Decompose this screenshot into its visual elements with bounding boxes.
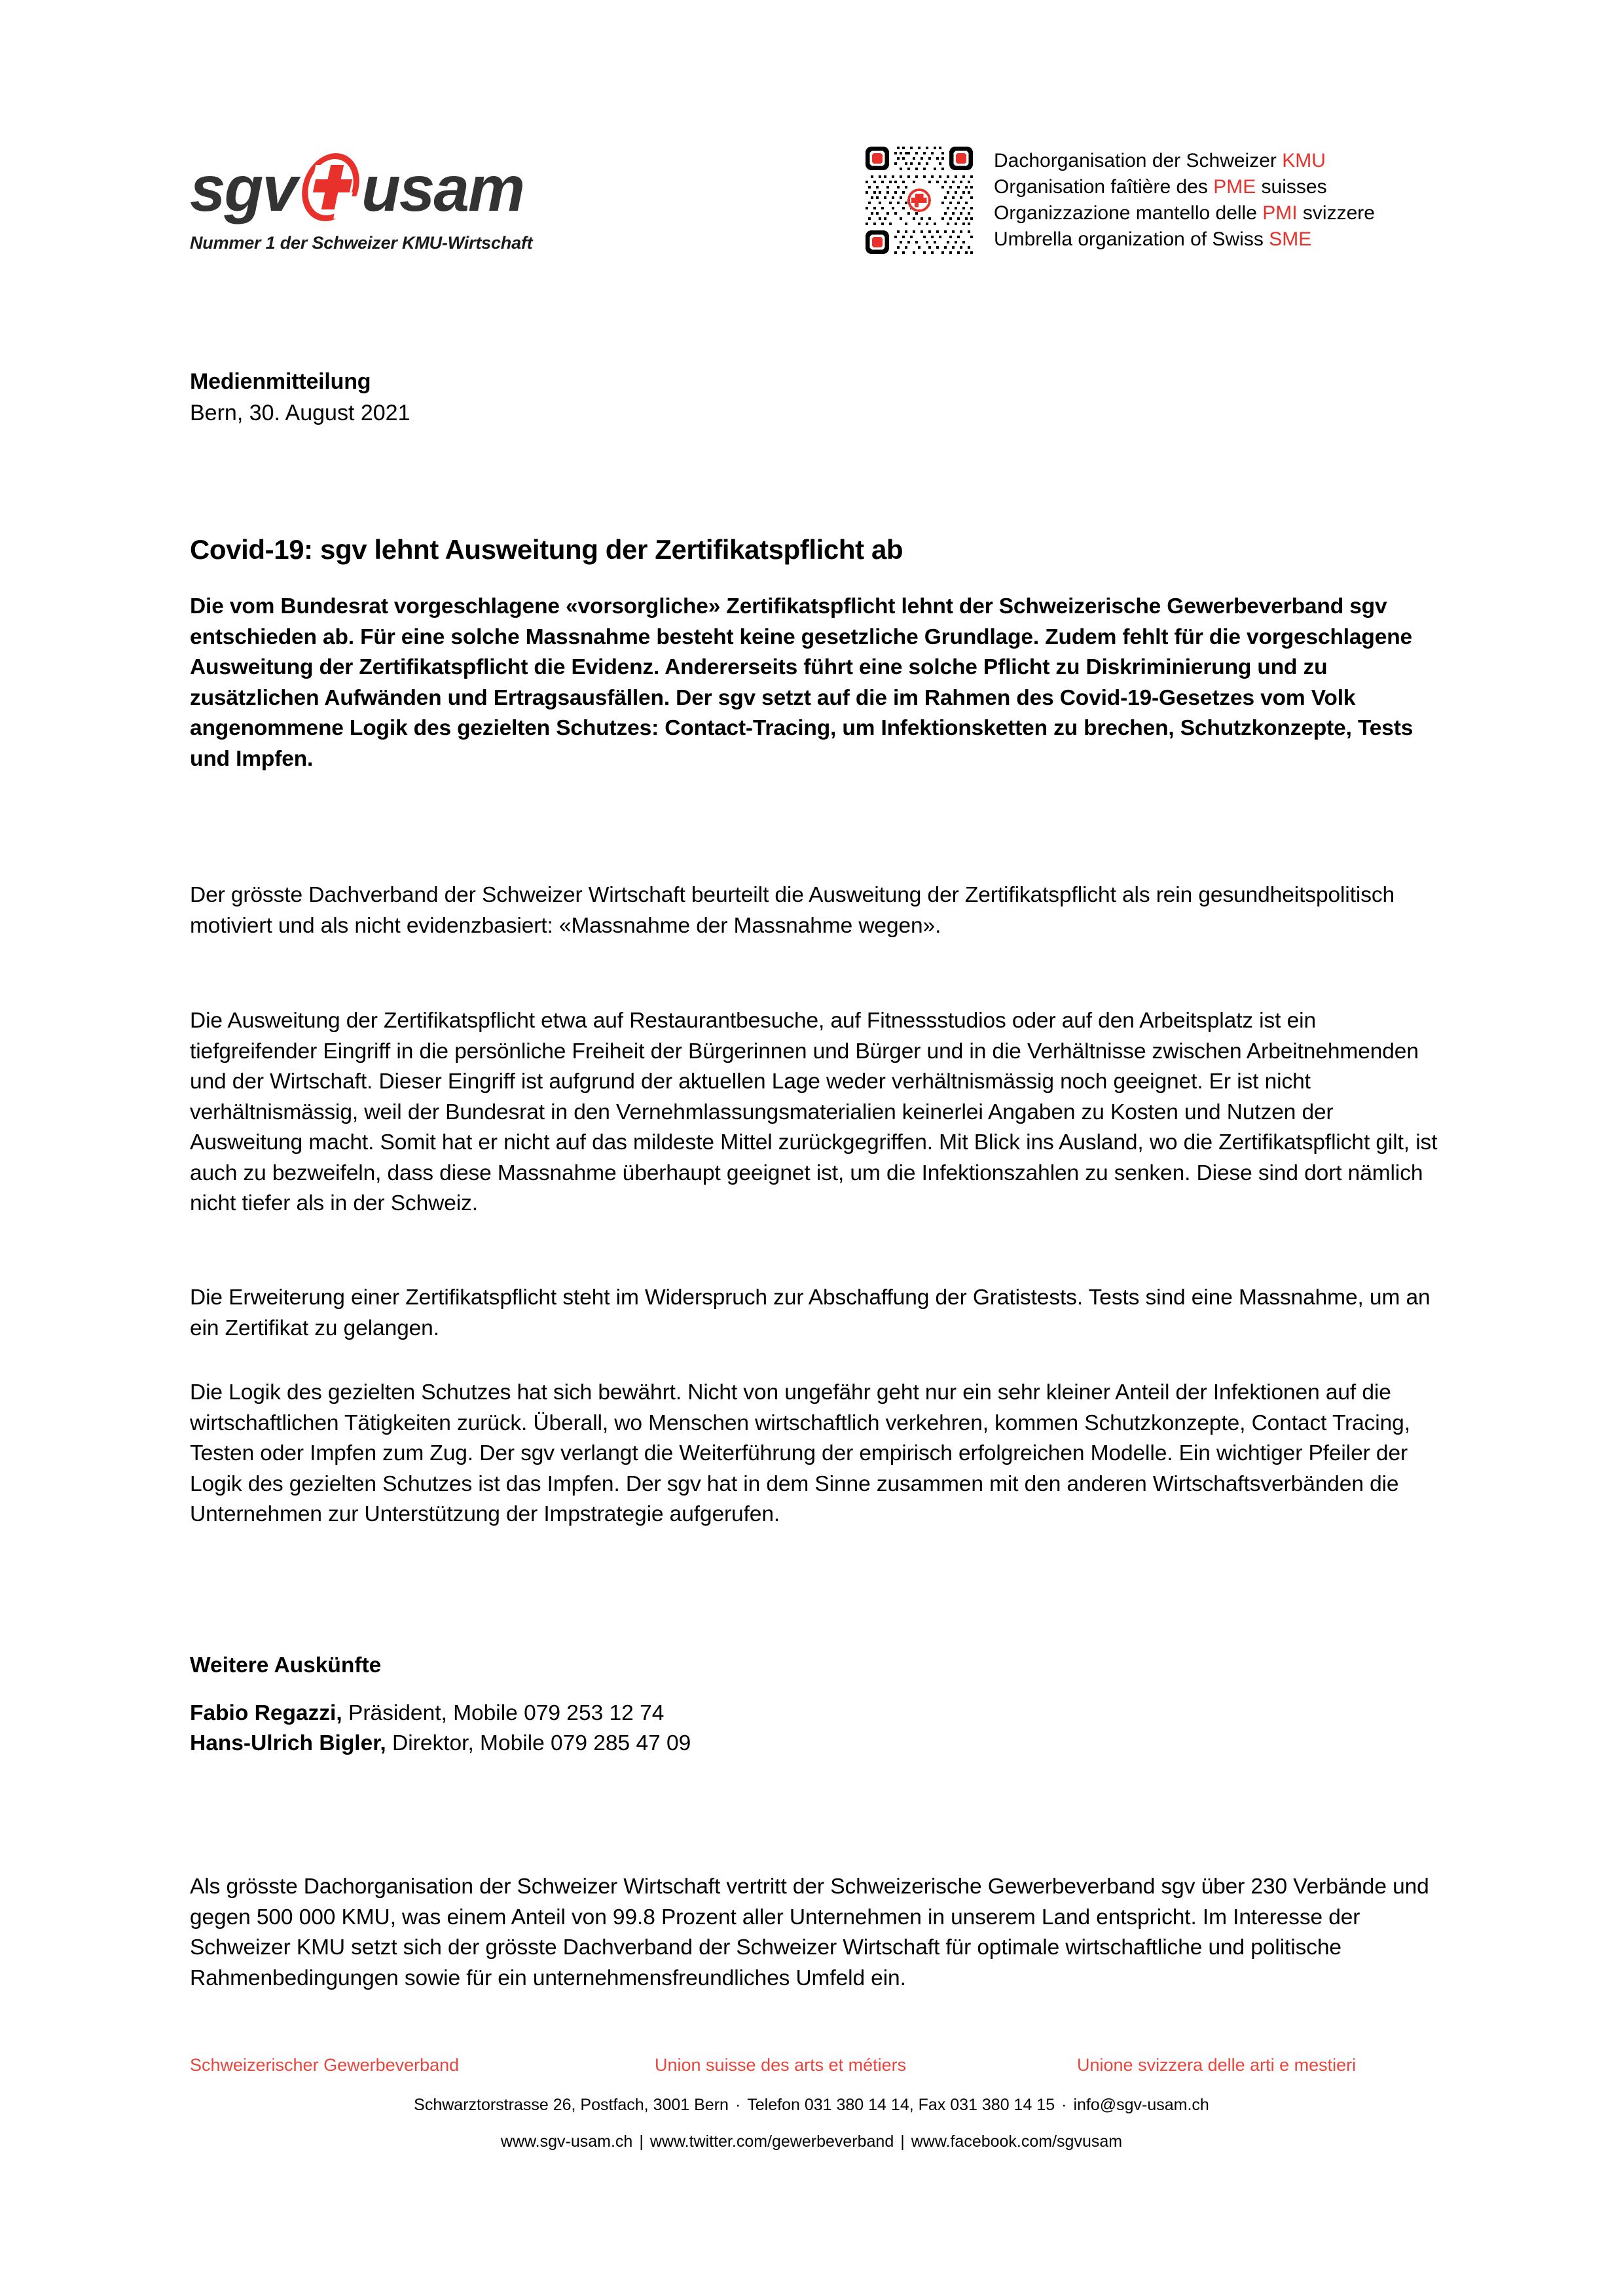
contact-person-1-details: Präsident, Mobile 079 253 12 74 xyxy=(342,1701,665,1725)
footer-links-line xyxy=(0,2129,1623,2154)
footer-email-link[interactable]: info@sgv-usam.ch xyxy=(1073,2096,1209,2114)
footer-facebook-link[interactable]: www.facebook.com/sgvusam xyxy=(911,2132,1123,2151)
contact-person-2-details: Direktor, Mobile 079 285 47 09 xyxy=(386,1731,691,1755)
logo-wordmark xyxy=(190,152,583,225)
contact-person-2 xyxy=(190,1729,691,1759)
footer-address-line xyxy=(0,2092,1623,2117)
claim-en-highlight: SME xyxy=(1269,228,1312,250)
footer-address: Schwarztorstrasse 26, Postfach, 3001 Bern xyxy=(414,2096,729,2114)
claim-line-en xyxy=(994,226,1375,253)
contact-person-1 xyxy=(190,1698,664,1729)
claim-de-prefix: Dachorganisation der Schweizer xyxy=(994,150,1283,171)
document-header xyxy=(0,128,1623,279)
footer-website-link[interactable]: www.sgv-usam.ch xyxy=(500,2132,633,2151)
place-date-line: Bern, 30. August 2021 xyxy=(190,401,410,425)
footer-phone-fax: Telefon 031 380 14 14, Fax 031 380 14 15 xyxy=(747,2096,1055,2114)
logo-text-sgv: sgv xyxy=(190,152,297,224)
claim-it-prefix: Organizzazione mantello delle xyxy=(994,202,1263,224)
logo-cross-horizontal xyxy=(313,179,352,192)
claim-block xyxy=(863,144,1375,257)
contact-person-2-name: Hans-Ulrich Bigler, xyxy=(190,1731,386,1755)
footer-twitter-link[interactable]: www.twitter.com/gewerbeverband xyxy=(649,2132,894,2151)
document-footer xyxy=(0,2052,1623,2154)
claim-line-it xyxy=(994,200,1375,226)
claim-de-highlight: KMU xyxy=(1282,150,1326,171)
body-paragraph-4: Die Logik des gezielten Schutzes hat sich bewährt. Nicht von ungefähr geht nur ein sehr kleiner Anteil der Infektionen auf die wirtschaftlichen Tätigkeiten zurück. Überall, wo Menschen wirtschaftlich verkehren, kommen Schutzkonzepte, Contact Tracing, Testen oder Impfen zum Zug. Der sgv verlangt die Weiterführung der empirisch erfolgreichen Modelle. Ein wichtiger Pfeiler der Logik des gezielten Schutzes ist das Impfen. Der sgv hat in dem Sinne zusammen mit den anderen Wirtschaftsverbänden die Unternehmen zur Unterstützung der Impstrategie aufgerufen. xyxy=(190,1380,1410,1526)
footer-name-it: Unione svizzera delle arti e mestieri xyxy=(1077,2055,1357,2075)
claim-en-prefix: Umbrella organization of Swiss xyxy=(994,228,1269,250)
qr-code-icon xyxy=(863,144,976,257)
logo-text-usam: usam xyxy=(361,152,524,224)
sgv-usam-logo xyxy=(190,152,596,253)
footer-separator-pipe-1: | xyxy=(639,2132,644,2151)
footer-association-names xyxy=(0,2052,1623,2081)
boilerplate-paragraph: Als grösste Dachorganisation der Schweizer Wirtschaft vertritt der Schweizerische Gewerbeverband sgv über 230 Verbände und gegen 500 000 KMU, was einem Anteil von 99.8 Prozent aller Unternehmen in unserem Land entspricht. Im Interesse der Schweizer KMU setzt sich der grösste Dachverband der Schweizer Wirtschaft für optimale wirtschaftliche und politische Rahmenbedingungen sowie für ein unternehmensfreundliches Umfeld ein. xyxy=(190,1874,1429,1990)
body-paragraph-3: Die Erweiterung einer Zertifikatspflicht steht im Widerspruch zur Abschaffung der Gratistests. Tests sind eine Massnahme, um an ein Zertifikat zu gelangen. xyxy=(190,1285,1431,1340)
body-paragraph-2: Die Ausweitung der Zertifikatspflicht etwa auf Restaurantbesuche, auf Fitnessstudios oder auf den Arbeitsplatz ist ein tiefgreifender Eingriff in die persönliche Freiheit der Bürgerinnen und Bürger und in die Verhältnisse zwischen Arbeitnehmenden und der Wirtschaft. Dieser Eingriff ist aufgrund der aktuellen Lage weder verhältnismässig noch geeignet. Er ist nicht verhältnismässig, weil der Bundesrat in den Vernehmlassungsmaterialien keinerlei Angaben zu Kosten und Nutzen der Ausweitung macht. Somit hat er nicht auf das mildeste Mittel zurückgegriffen. Mit Blick ins Ausland, wo die Zertifikatspflicht gilt, ist auch zu bezweifeln, dass diese Massnahme überhaupt geeignet ist, um die Infektionszahlen zu senken. Diese sind dort nämlich nicht tiefer als in der Schweiz. xyxy=(190,1009,1438,1215)
logo-ring-gap xyxy=(333,196,364,219)
claim-lines xyxy=(994,144,1375,253)
contacts-heading: Weitere Auskünfte xyxy=(190,1653,382,1677)
lead-paragraph: Die vom Bundesrat vorgeschlagene «vorsorgliche» Zertifikatspflicht lehnt der Schweizerische Gewerbeverband sgv entschieden ab. Für eine solche Massnahme besteht keine gesetzliche Grundlage. Zudem fehlt für die vorgeschlagene Ausweitung der Zertifikatspflicht die Evidenz. Andererseits führt eine solche Pflicht zu Diskriminierung und zu zusätzlichen Aufwänden und Ertragsausfällen. Der sgv setzt auf die im Rahmen des Covid-19-Gesetzes vom Volk angenommene Logik des gezielten Schutzes: Contact-Tracing, um Infektionsketten zu brechen, Schutzkonzepte, Tests und Impfen. xyxy=(190,594,1413,771)
page-title: Covid-19: sgv lehnt Ausweitung der Zertifikatspflicht ab xyxy=(190,534,903,565)
swiss-cross-circle-icon xyxy=(299,153,369,225)
claim-fr-highlight: PME xyxy=(1213,176,1256,198)
body-paragraph-1: Der grösste Dachverband der Schweizer Wirtschaft beurteilt die Ausweitung der Zertifikatspflicht als rein gesundheitspolitisch motiviert und als nicht evidenzbasiert: «Massnahme der Massnahme wegen». xyxy=(190,883,1395,938)
footer-separator-pipe-2: | xyxy=(900,2132,905,2151)
claim-it-highlight: PMI xyxy=(1262,202,1298,224)
footer-separator-dot-2: · xyxy=(1061,2096,1067,2114)
footer-separator-dot-1: · xyxy=(735,2096,741,2114)
document-body xyxy=(190,367,1439,1990)
footer-name-fr: Union suisse des arts et métiers xyxy=(655,2055,907,2075)
document-type-label: Medienmitteilung xyxy=(190,369,371,394)
logo-tagline: Nummer 1 der Schweizer KMU-Wirtschaft xyxy=(190,233,533,253)
footer-name-de: Schweizerischer Gewerbeverband xyxy=(190,2055,460,2075)
claim-it-suffix: svizzere xyxy=(1297,202,1375,224)
contact-person-1-name: Fabio Regazzi, xyxy=(190,1701,342,1725)
claim-fr-prefix: Organisation faîtière des xyxy=(994,176,1214,198)
claim-line-de xyxy=(994,148,1375,174)
claim-line-fr xyxy=(994,174,1375,200)
claim-fr-suffix: suisses xyxy=(1256,176,1327,198)
